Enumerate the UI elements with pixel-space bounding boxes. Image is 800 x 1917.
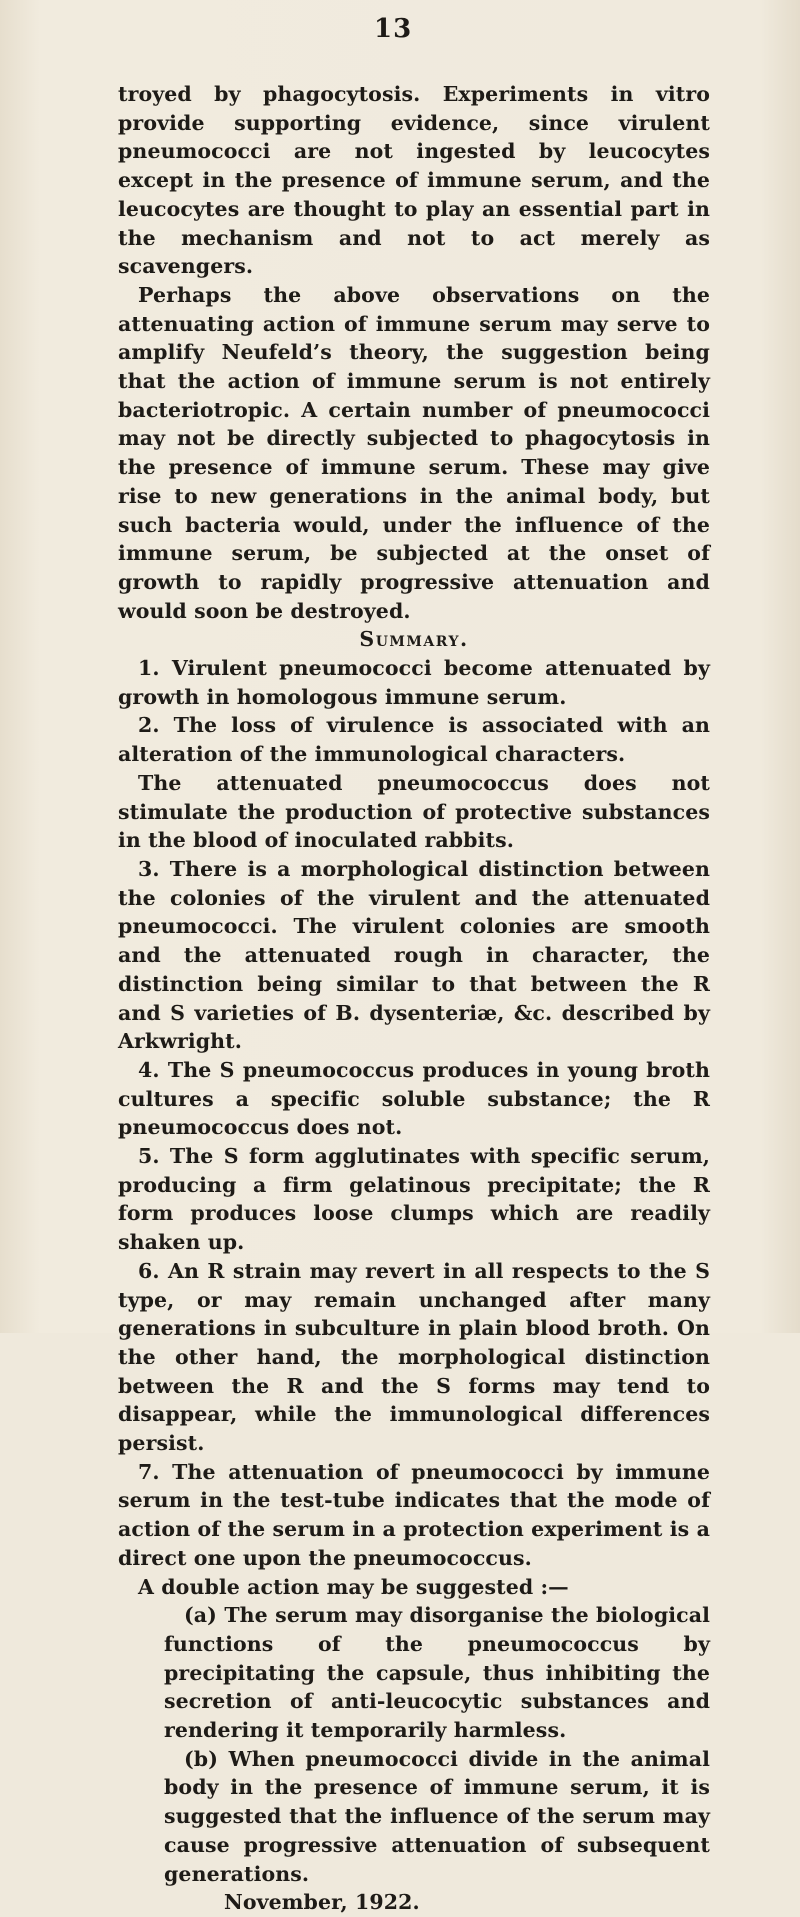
summary-item: The attenuated pneumococcus does not stimulate the production of protective substances in the blood of inoculated rabbits. xyxy=(118,770,710,853)
summary-item: 6. An R strain may revert in all respects to the S type, or may remain unchanged after many generations in subculture in plain blood broth. On the other hand, the morphological distinction between the R and the S forms may tend to disappear, while the immunological differences persist. xyxy=(118,1258,710,1456)
paragraph: Perhaps the above observations on the attenuating action of immune serum may serve to amplify Neufeld’s theory, the suggestion being that the action of immune serum is not entirely bacteriotropic. A certain number of pneumococci may not be directly subjected to phagocytosis in the presence of immune serum. These may give rise to new generations in the animal body, but such bacteria would, under the influence of the immune serum, be subjected at the onset of growth to rapidly progressive attenuation and would soon be destroyed. xyxy=(118,282,710,623)
summary-item: A double action may be suggested :— xyxy=(138,1574,569,1599)
page-number: 13 xyxy=(374,14,413,44)
summary-heading: Summary. xyxy=(359,627,469,652)
summary-item: 1. Virulent pneumococci become attenuated by growth in homologous immune serum. xyxy=(118,656,710,709)
sub-item: (b) When pneumococci divide in the animal body in the presence of immune serum, it is suggested that the influence of the serum may cause progressive attenuation of subsequent generations. xyxy=(164,1746,710,1886)
date-line: November, 1922. xyxy=(224,1890,420,1915)
summary-item: 5. The S form agglutinates with specific serum, producing a firm gelatinous precipitate; the R form produces loose clumps which are readily shaken up. xyxy=(118,1144,710,1255)
body-text xyxy=(118,80,710,1917)
sub-items xyxy=(118,1601,710,1917)
summary-item: 4. The S pneumococcus produces in young broth cultures a specific soluble substance; the R pneumococcus does not. xyxy=(118,1057,710,1140)
summary-item: 7. The attenuation of pneumococci by immune serum in the test-tube indicates that the mode of action of the serum in a protection experiment is a direct one upon the pneumococcus. xyxy=(118,1459,710,1570)
sub-item: (a) The serum may disorganise the biological functions of the pneumococcus by precipitating the capsule, thus inhibiting the secretion of anti-leucocytic substances and rendering it temporarily harmless. xyxy=(164,1603,710,1743)
summary-item: 3. There is a morphological distinction between the colonies of the virulent and the attenuated pneumococci. The virulent colonies are smooth and the attenuated rough in character, the distinction being similar to that between the R and S varieties of B. dysenteriæ, &c. described by Arkwright. xyxy=(118,856,710,1054)
summary-item: 2. The loss of virulence is associated with an alteration of the immunological characters. xyxy=(118,713,710,767)
paragraph: troyed by phagocytosis. Experiments in vitro provide supporting evidence, since virulent pneumococci are not ingested by leucocytes except in the presence of immune serum, and the leucocytes are thought to play an essential part in the mechanism and not to act merely as scavengers. xyxy=(118,82,710,279)
